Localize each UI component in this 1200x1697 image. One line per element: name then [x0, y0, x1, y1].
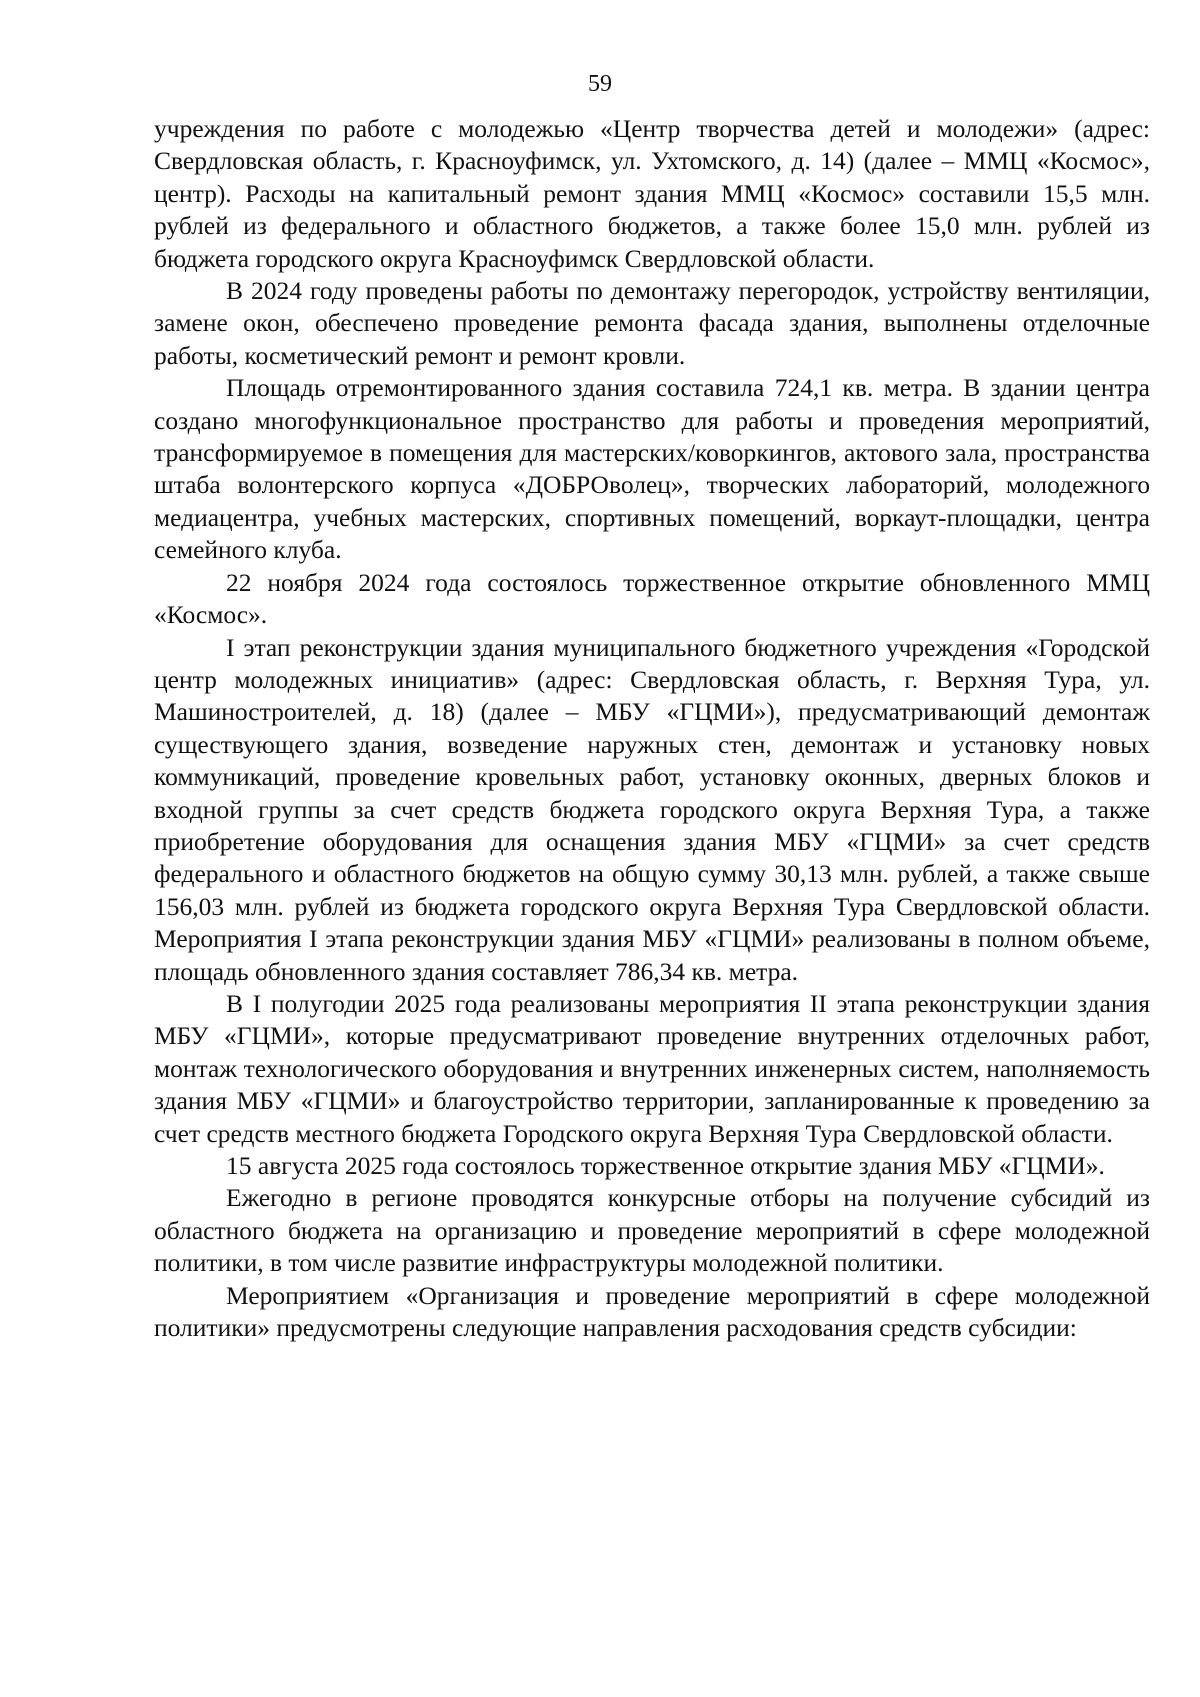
- page-number: 59: [588, 71, 612, 97]
- paragraph-building-area: Площадь отремонтированного здания составила 724,1 кв. метра. В здании центра создано многофункциональное пространство для работы и проведения мероприятий, трансформируемое в помещения для мастерских/коворкингов, актового зала, пространства штаба волонтерского корпуса «ДОБРОволец», творческих лабораторий, молодежного медиацентра, учебных мастерских, спортивных помещений, воркаут-площадки, центра семейного клуба.: [154, 373, 1150, 565]
- paragraph-subsidy-selection: Ежегодно в регионе проводятся конкурсные отборы на получение субсидий из областного бюджета на организацию и проведение мероприятий в сфере молодежной политики, в том числе развитие инфраструктуры молодежной политики.: [154, 1183, 1150, 1278]
- paragraph-gcmi-stage-1: I этап реконструкции здания муниципального бюджетного учреждения «Городской центр молодежных инициатив» (адрес: Свердловская область, г. Верхняя Тура, ул. Машиностроителей, д. 18) (далее – МБУ «ГЦМИ»), предусматривающий демонтаж существующего здания, возведение наружных стен, демонтаж и установку новых коммуникаций, проведение кровельных работ, установку оконных, дверных блоков и входной группы за счет средств бюджета городского округа Верхняя Тура, а также приобретение оборудования для оснащения здания МБУ «ГЦМИ» за счет средств федерального и областного бюджетов на общую сумму 30,13 млн. рублей, а также свыше 156,03 млн. рублей из бюджета городского округа Верхняя Тура Свердловской области. Мероприятия I этапа реконструкции здания МБУ «ГЦМИ» реализованы в полном объеме, площадь обновленного здания составляет 786,34 кв. метра.: [154, 632, 1150, 986]
- paragraph-gcmi-opening: 15 августа 2025 года состоялось торжественное открытие здания МБУ «ГЦМИ».: [226, 1151, 1105, 1180]
- paragraph-kosmos-intro: учреждения по работе с молодежью «Центр творчества детей и молодежи» (адрес: Свердловская область, г. Красноуфимск, ул. Ухтомского, д. 14) (далее – ММЦ «Космос», центр). Расходы на капитальный ремонт здания ММЦ «Космос» составили 15,5 млн. рублей из федерального и областного бюджетов, а также более 15,0 млн. рублей из бюджета городского округа Красноуфимск Свердловской области.: [154, 114, 1150, 273]
- paragraph-works-2024: В 2024 году проведены работы по демонтажу перегородок, устройству вентиляции, замене окон, обеспечено проведение ремонта фасада здания, выполнены отделочные работы, косметический ремонт и ремонт кровли.: [154, 276, 1150, 370]
- document-body: [154, 113, 1150, 1344]
- paragraph-kosmos-opening: 22 ноября 2024 года состоялось торжественное открытие обновленного ММЦ «Космос».: [154, 567, 1150, 630]
- paragraph-subsidy-directions: Мероприятием «Организация и проведение мероприятий в сфере молодежной политики» предусмотрены следующие направления расходования средств субсидии:: [154, 1280, 1150, 1343]
- paragraph-gcmi-stage-2: В I полугодии 2025 года реализованы мероприятия II этапа реконструкции здания МБУ «ГЦМИ», которые предусматривают проведение внутренних отделочных работ, монтаж технологического оборудования и внутренних инженерных систем, наполняемость здания МБУ «ГЦМИ» и благоустройство территории, запланированные к проведению за счет средств местного бюджета Городского округа Верхняя Тура Свердловской области.: [154, 988, 1150, 1148]
